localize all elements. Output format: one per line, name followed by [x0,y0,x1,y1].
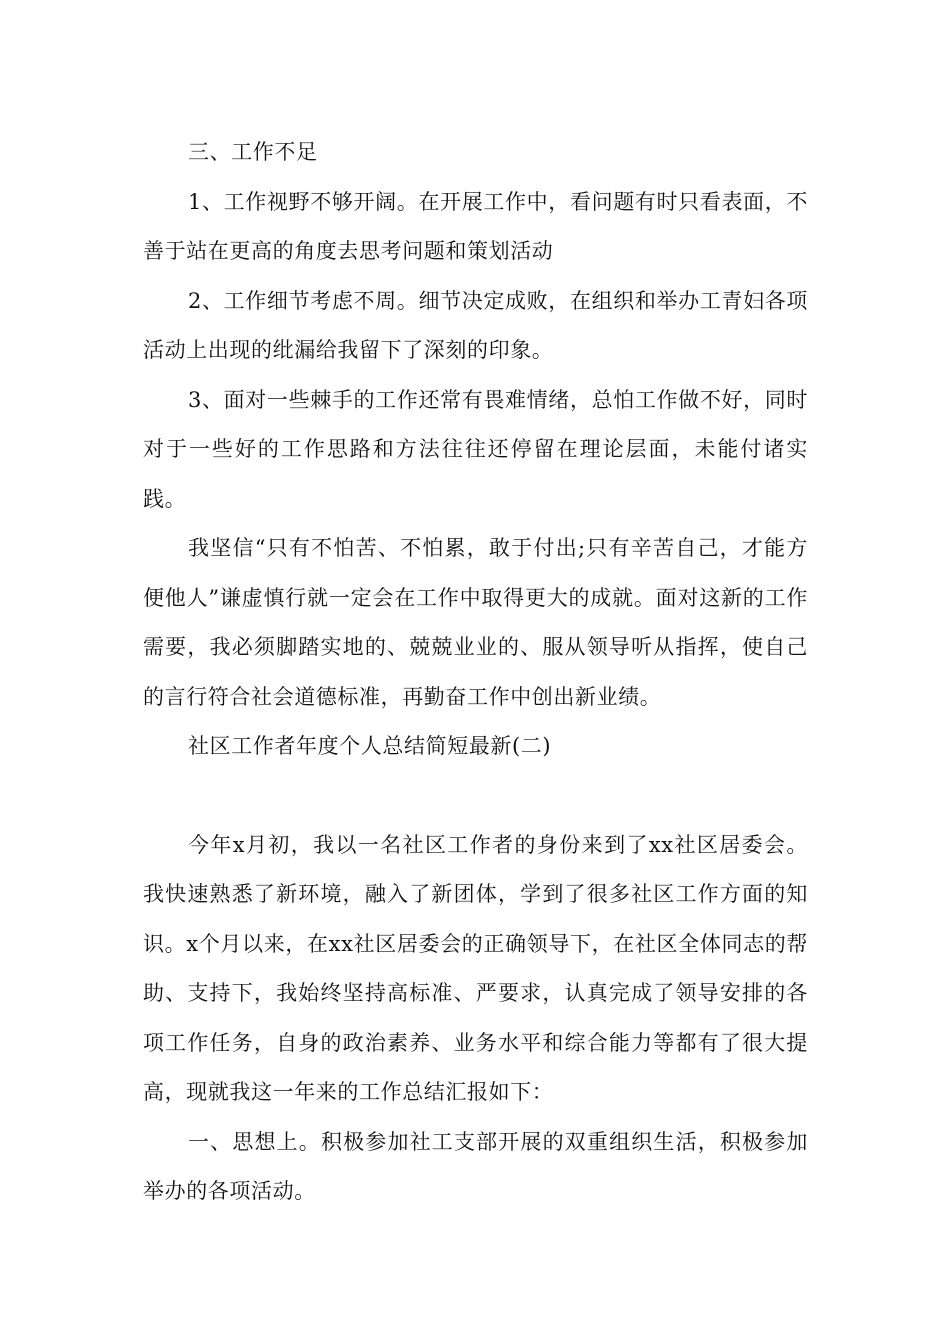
document-body [143,128,808,1217]
section-heading-shortcomings: 三、工作不足 [188,140,318,164]
paragraph-shortcoming-3: 3、面对一些棘手的工作还常有畏难情绪，总怕工作做不好，同时对于一些好的工作思路和方法往往还停留在理论层面，未能付诸实践。 [143,387,808,511]
paragraph-conclusion: 我坚信“只有不怕苦、不怕累，敢于付出;只有辛苦自己，才能方便他人”谦虚慎行就一定会在工作中取得更大的成就。面对这新的工作需要，我必须脚踏实地的、兢兢业业的、服从领导听从指挥，使自己的言行符合社会道德标准，再勤奋工作中创出新业绩。 [143,536,808,709]
paragraph-shortcoming-1: 1、工作视野不够开阔。在开展工作中，看问题有时只看表面，不善于站在更高的角度去思考问题和策划活动 [143,189,808,263]
section-title-part-two: 社区工作者年度个人总结简短最新(二) [188,734,552,758]
paragraph-ideology: 一、思想上。积极参加社工支部开展的双重组织生活，积极参加举办的各项活动。 [143,1129,808,1203]
paragraph-introduction: 今年x月初，我以一名社区工作者的身份来到了xx社区居委会。我快速熟悉了新环境，融入了新团体，学到了很多社区工作方面的知识。x个月以来，在xx社区居委会的正确领导下，在社区全体同志的帮助、支持下，我始终坚持高标准、严要求，认真完成了领导安排的各项工作任务，自身的政治素养、业务水平和综合能力等都有了很大提高，现就我这一年来的工作总结汇报如下： [143,832,808,1104]
paragraph-shortcoming-2: 2、工作细节考虑不周。细节决定成败，在组织和举办工青妇各项活动上出现的纰漏给我留下了深刻的印象。 [143,288,808,362]
